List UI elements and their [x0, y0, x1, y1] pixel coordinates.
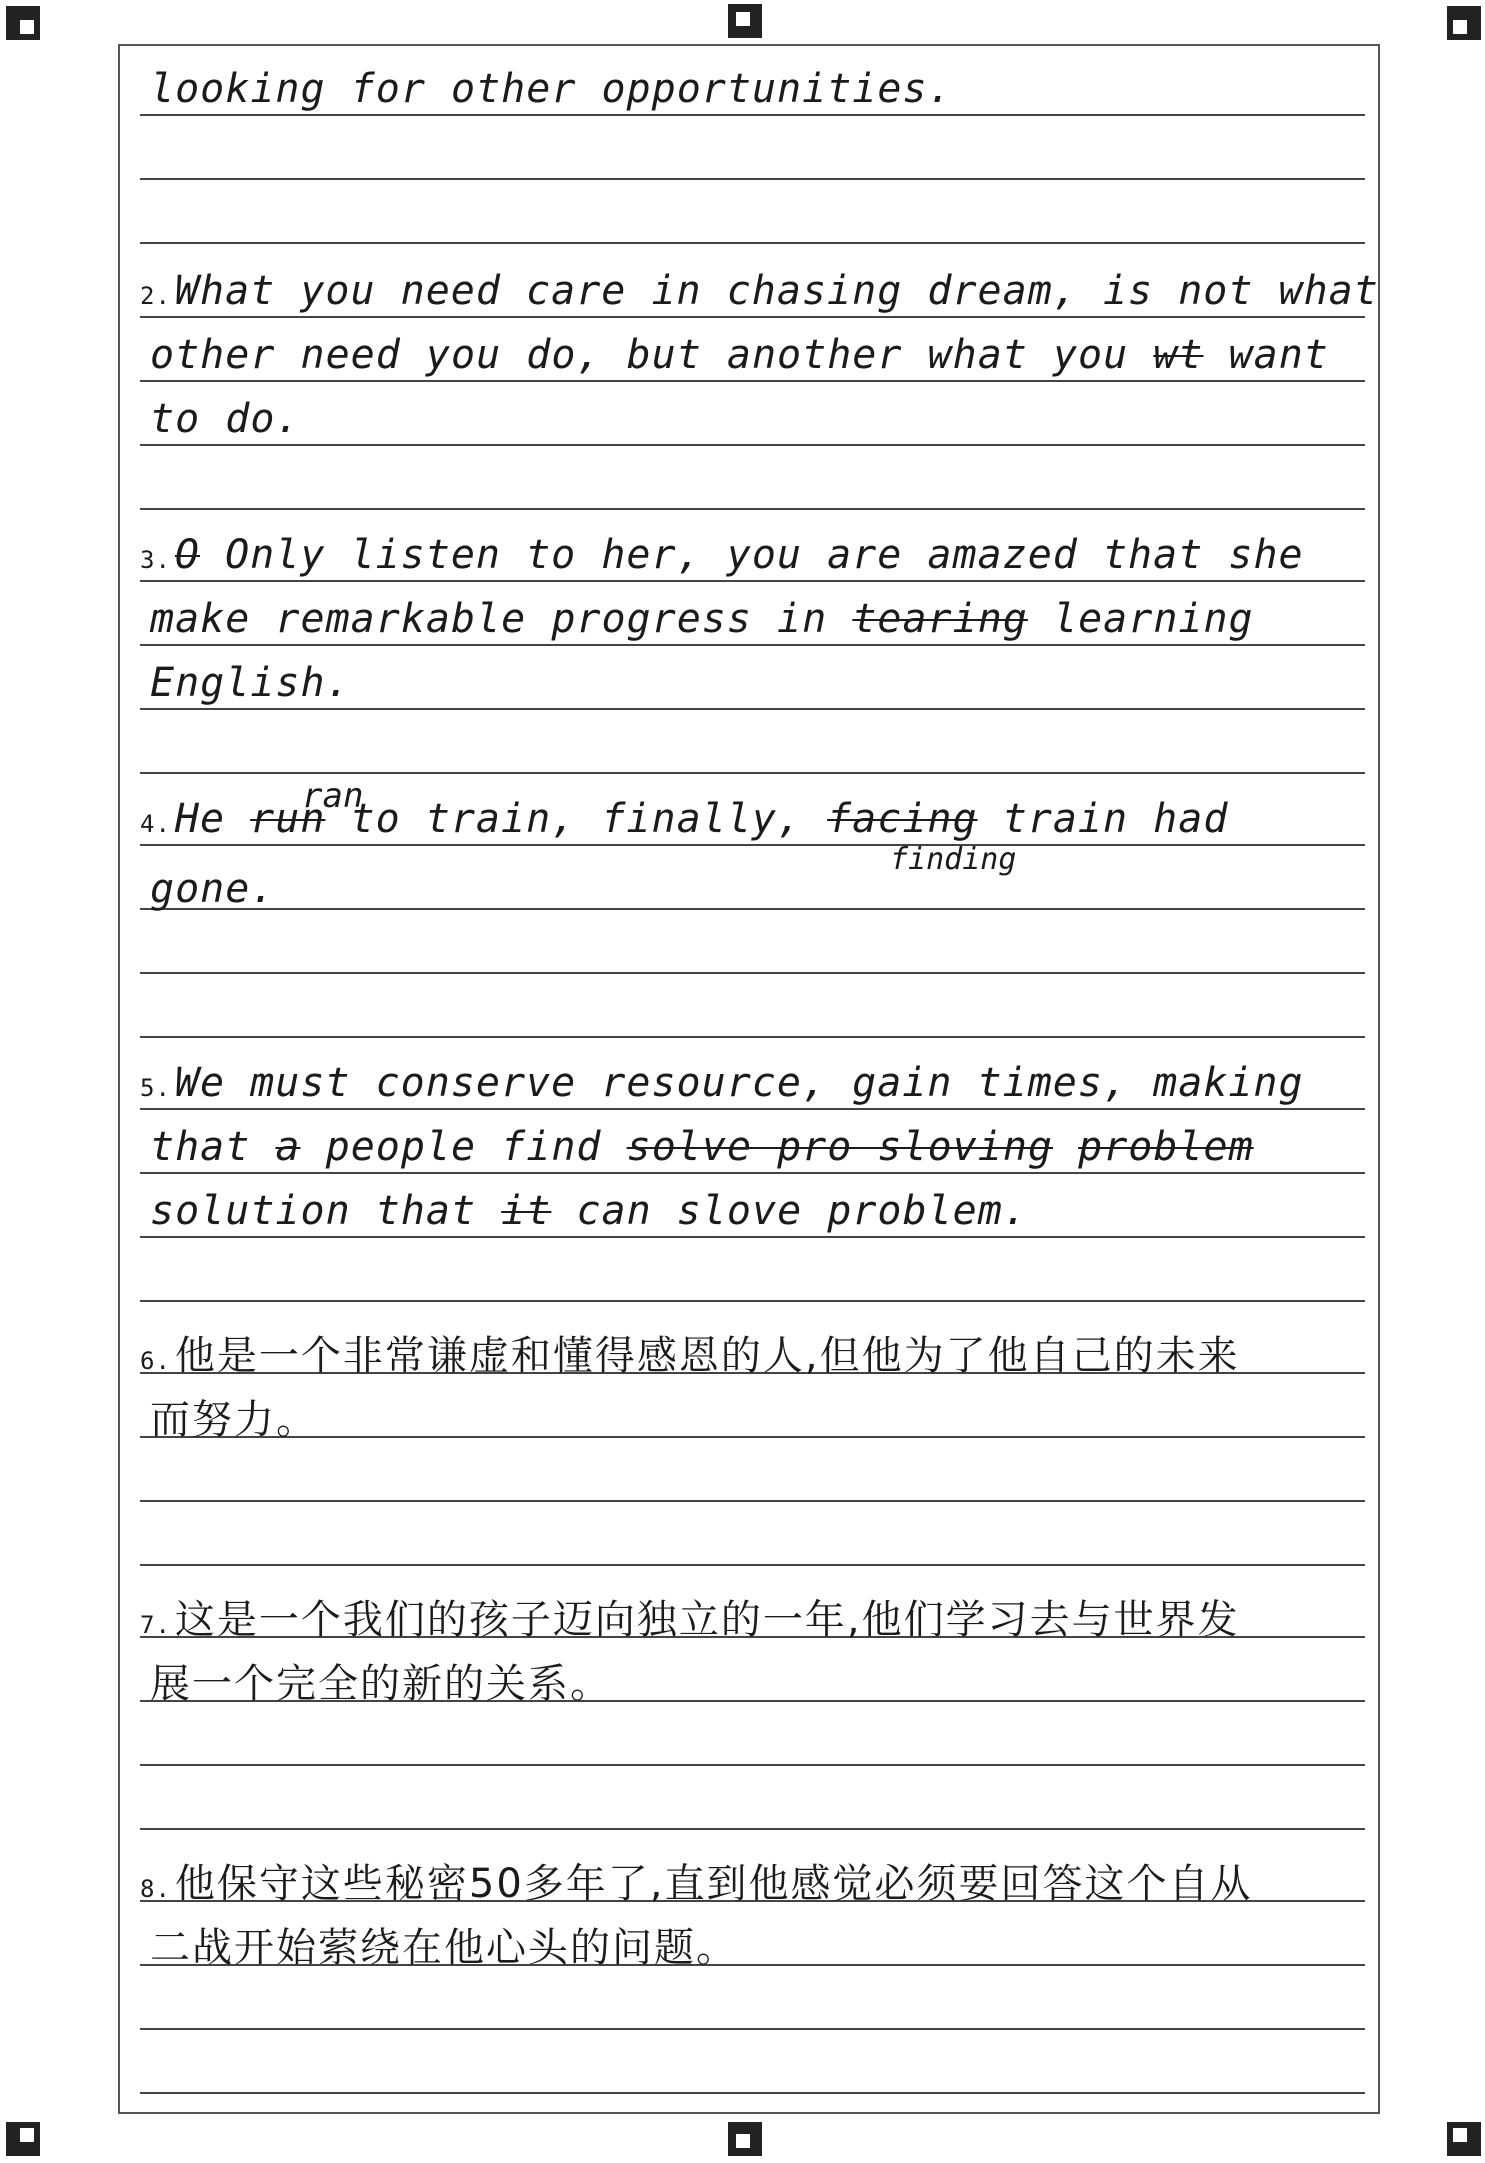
item-4-number: 4.: [140, 810, 171, 838]
item-8-number: 8.: [140, 1875, 171, 1903]
item-3-number: 3.: [140, 546, 171, 574]
item-2-line-a: [140, 268, 1379, 314]
item-5-text-b2: people find: [325, 1124, 602, 1170]
crossed-out-word: run: [250, 796, 326, 842]
item-3-line-b: [150, 596, 1254, 642]
item-3-line-c: [150, 660, 351, 706]
corner-marker-bottom-center: [728, 2122, 762, 2156]
item-4-text-a3: train had: [1002, 796, 1229, 842]
item-7-number: 7.: [140, 1611, 171, 1639]
item-4-line-b: [150, 866, 275, 912]
item-6-text-a: 他是一个非常谦虚和懂得感恩的人,但他为了他自己的未来: [174, 1333, 1240, 1379]
item-5-text-a: We must conserve resource, gain times, making: [174, 1060, 1304, 1106]
item-7-line-b: [150, 1652, 612, 1709]
item-8-text-b: 二战开始萦绕在他心头的问题。: [150, 1925, 738, 1971]
corner-marker-bottom-left: [6, 2122, 40, 2156]
item-5-text-b1: that: [150, 1124, 251, 1170]
item-6-number: 6.: [140, 1347, 171, 1375]
item-7-text-b: 展一个完全的新的关系。: [150, 1661, 612, 1707]
item-2-number: 2.: [140, 282, 171, 310]
item-8-line-a: [140, 1852, 1253, 1909]
item-7-text-a: 这是一个我们的孩子迈向独立的一年,他们学习去与世界发: [174, 1597, 1240, 1643]
crossed-out-word: a: [275, 1124, 301, 1170]
item-4-text-b: gone.: [150, 866, 276, 912]
crossed-out-word: it: [501, 1188, 552, 1234]
crossed-out-word: tearing: [852, 596, 1028, 642]
item-4-line-a: [140, 796, 1228, 842]
crossed-out-word: wt: [1153, 332, 1204, 378]
handwritten-line-1: [150, 66, 953, 112]
item-8-text-a: 他保守这些秘密50多年了,直到他感觉必须要回答这个自从: [174, 1861, 1253, 1907]
item-5-line-b: [150, 1124, 1254, 1170]
corner-marker-top-center: [728, 4, 762, 38]
line-1-text: looking for other opportunities.: [150, 66, 953, 112]
item-4-text-a1: He: [174, 796, 226, 842]
item-8-line-b: [150, 1916, 738, 1973]
correction-ran: ran: [302, 776, 364, 816]
item-3-text-c: English.: [150, 660, 351, 706]
crossed-out-phrase: solve pro sloving: [626, 1124, 1054, 1170]
item-5-text-c1: solution that: [150, 1188, 477, 1234]
item-5-text-c2: can slove problem.: [576, 1188, 1028, 1234]
item-2-text-b2: want: [1228, 332, 1329, 378]
crossed-out-word: facing: [827, 796, 978, 842]
crossed-out-word: O: [174, 532, 200, 578]
item-5-line-c: [150, 1188, 1028, 1234]
item-6-line-b: [150, 1388, 318, 1445]
item-2-line-c: [150, 396, 301, 442]
item-3-text-b1: make remarkable progress in: [150, 596, 828, 642]
corner-marker-bottom-right: [1447, 2122, 1481, 2156]
item-3-text-a: Only listen to her, you are amazed that she: [225, 532, 1304, 578]
correction-finding: finding: [890, 842, 1017, 877]
item-7-line-a: [140, 1588, 1240, 1645]
crossed-out-word: problem: [1078, 1124, 1254, 1170]
item-6-line-a: [140, 1324, 1240, 1381]
item-3-text-b2: learning: [1052, 596, 1254, 642]
item-5-number: 5.: [140, 1074, 171, 1102]
item-2-text-a: What you need care in chasing dream, is not what: [174, 268, 1379, 314]
item-2-line-b: [150, 332, 1329, 378]
item-2-text-c: to do.: [150, 396, 301, 442]
item-4-text-a2: to train, finally,: [350, 796, 802, 842]
item-2-text-b1: other need you do, but another what you: [150, 332, 1129, 378]
item-6-text-b: 而努力。: [150, 1397, 318, 1443]
item-5-line-a: [140, 1060, 1304, 1106]
corner-marker-top-right: [1447, 6, 1481, 40]
corner-marker-top-left: [6, 6, 40, 40]
item-3-line-a: [140, 532, 1304, 578]
